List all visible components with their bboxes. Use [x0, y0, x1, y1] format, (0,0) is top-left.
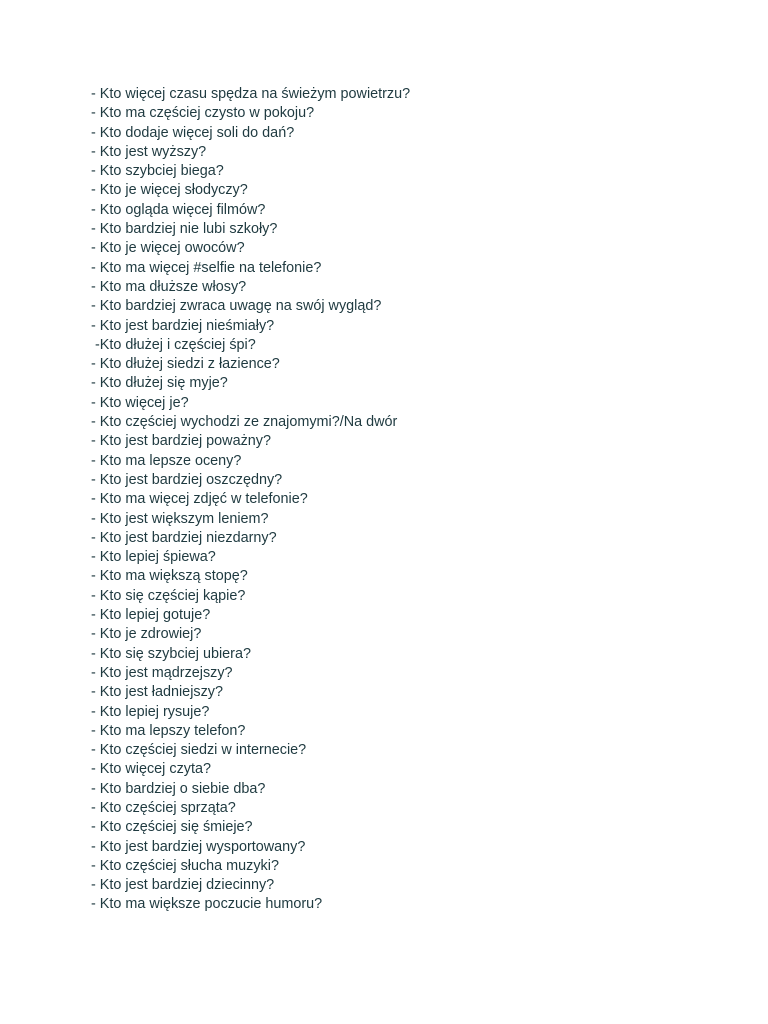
question-line: - Kto ma większe poczucie humoru?: [91, 896, 323, 913]
question-line: - Kto więcej czasu spędza na świeżym powietrzu?: [91, 86, 411, 102]
question-line: - Kto ma więcej zdjęć w telefonie?: [91, 491, 308, 508]
question-line: - Kto dłużej siedzi z łazience?: [91, 356, 280, 373]
question-line: - Kto jest bardziej wysportowany?: [91, 838, 306, 855]
question-line: - Kto lepiej rysuje?: [91, 703, 210, 720]
question-line: - Kto dłużej się myje?: [91, 375, 228, 392]
question-line: - Kto jest mądrzejszy?: [91, 664, 233, 681]
question-line: - Kto częściej słucha muzyki?: [91, 857, 279, 874]
question-line: - Kto się częściej kąpie?: [91, 587, 246, 604]
question-line: - Kto jest bardziej oszczędny?: [91, 471, 283, 488]
question-line: - Kto jest bardziej niezdarny?: [91, 529, 277, 546]
question-line: - Kto częściej sprząta?: [91, 799, 236, 816]
question-line: - Kto bardziej nie lubi szkoły?: [91, 221, 278, 238]
question-line: - Kto dodaje więcej soli do dań?: [91, 124, 295, 141]
question-line: - Kto jest bardziej dziecinny?: [91, 877, 275, 894]
question-line: - Kto częściej wychodzi ze znajomymi?/Na dwór: [91, 414, 398, 431]
question-line: - Kto ogląda więcej filmów?: [91, 201, 266, 218]
question-line: - Kto jest większym leniem?: [91, 510, 269, 527]
question-line: - Kto się szybciej ubiera?: [91, 645, 251, 662]
question-line: - Kto jest bardziej nieśmiały?: [91, 317, 275, 334]
question-line: - Kto je więcej słodyczy?: [91, 182, 248, 199]
question-line: - Kto bardziej o siebie dba?: [91, 780, 266, 797]
question-line: - Kto ma lepszy telefon?: [91, 722, 246, 739]
question-line: - Kto ma lepsze oceny?: [91, 452, 242, 469]
question-line: - Kto jest bardziej poważny?: [91, 433, 271, 450]
question-line: - Kto lepiej śpiewa?: [91, 549, 216, 566]
question-line: - Kto ma częściej czysto w pokoju?: [91, 105, 315, 122]
question-line: - Kto je więcej owoców?: [91, 240, 245, 257]
question-line: - Kto szybciej biega?: [91, 163, 224, 180]
question-line: - Kto więcej czyta?: [91, 761, 211, 778]
question-line: - Kto ma dłuższe włosy?: [91, 278, 247, 295]
question-line: - Kto więcej je?: [91, 394, 189, 411]
question-list: [91, 85, 410, 915]
question-line: - Kto lepiej gotuje?: [91, 607, 211, 624]
question-line: -Kto dłużej i częściej śpi?: [91, 336, 256, 353]
question-line: - Kto jest wyższy?: [91, 143, 207, 160]
question-line: - Kto ma więcej #selfie na telefonie?: [91, 259, 322, 276]
question-line: - Kto jest ładniejszy?: [91, 684, 223, 701]
question-line: - Kto częściej siedzi w internecie?: [91, 742, 307, 759]
question-line: - Kto je zdrowiej?: [91, 626, 202, 643]
question-line: - Kto częściej się śmieje?: [91, 819, 253, 836]
question-line: - Kto ma większą stopę?: [91, 568, 248, 585]
question-line: - Kto bardziej zwraca uwagę na swój wygląd?: [91, 298, 382, 315]
